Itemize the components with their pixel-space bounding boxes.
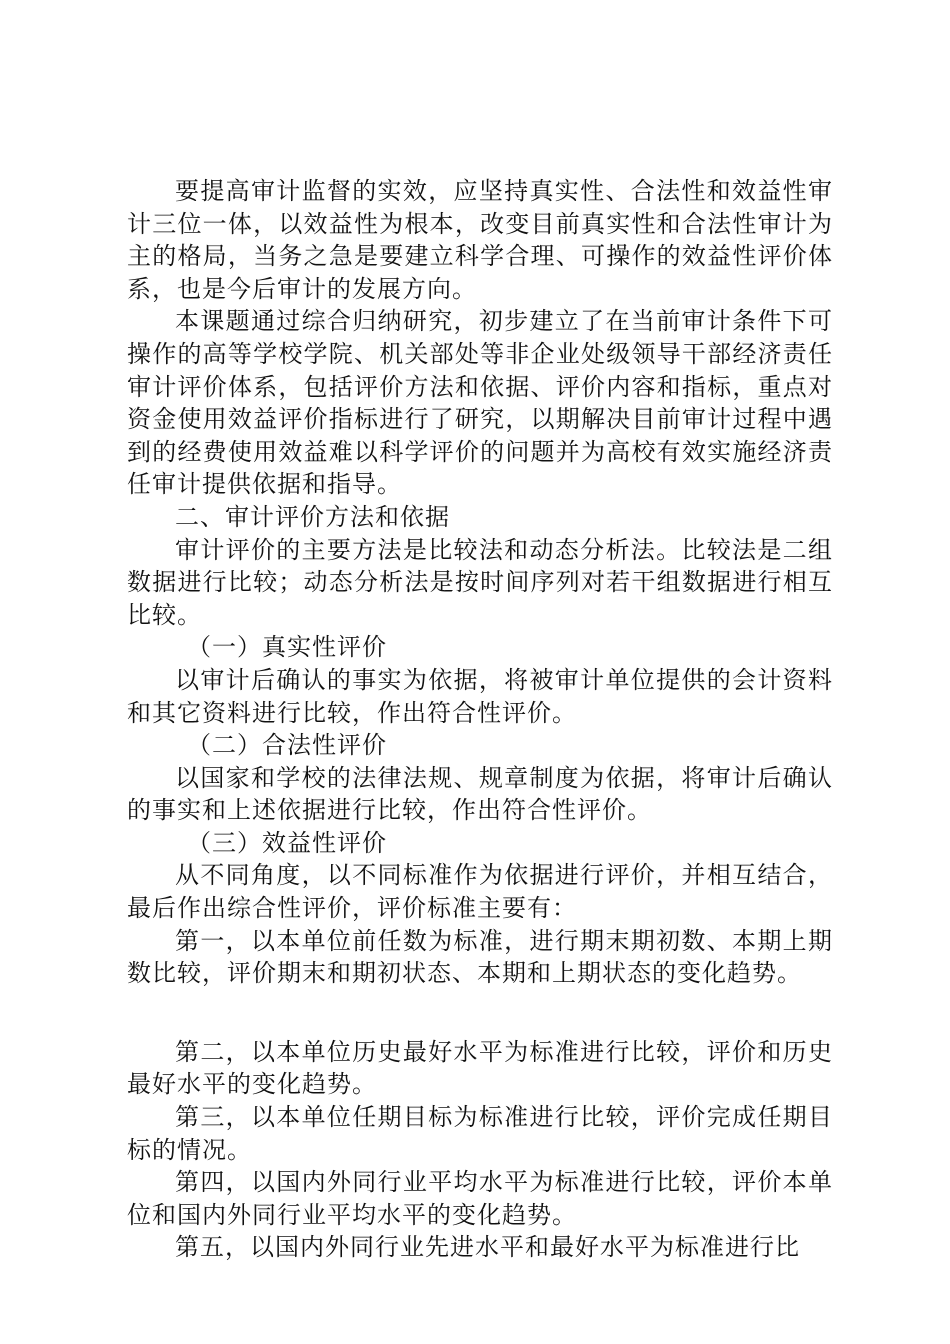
paragraph-research-summary: 本课题通过综合归纳研究，初步建立了在当前审计条件下可操作的高等学校学院、机关部处等非企业处级领导干部经济责任审计评价体系，包括评价方法和依据、评价内容和指标，重点对资金使用效益评价指标进行了研究，以期解决目前审计过程中遇到的经费使用效益难以科学评价的问题并为高校有效实施经济责任审计提供依据和指导。: [127, 307, 833, 499]
paragraph-legality: 以国家和学校的法律法规、规章制度为依据，将审计后确认的事实和上述依据进行比较，作出符合性评价。: [127, 763, 833, 825]
subheading-efficiency: （三）效益性评价: [187, 828, 387, 857]
paragraph-standard-second: 第二，以本单位历史最好水平为标准进行比较，评价和历史最好水平的变化趋势。: [127, 1037, 833, 1099]
paragraph-standard-fifth: 第五，以国内外同行业先进水平和最好水平为标准进行比: [175, 1233, 800, 1262]
blank-line: [127, 990, 833, 1036]
paragraph-authenticity: 以审计后确认的事实为依据，将被审计单位提供的会计资料和其它资料进行比较，作出符合性评价。: [127, 665, 833, 727]
paragraph-standard-first: 第一，以本单位前任数为标准，进行期末期初数、本期上期数比较，评价期末和期初状态、本期和上期状态的变化趋势。: [127, 926, 833, 988]
paragraph-efficiency-intro: 要提高审计监督的实效，应坚持真实性、合法性和效益性审计三位一体，以效益性为根本，改变目前真实性和合法性审计为主的格局，当务之急是要建立科学合理、可操作的效益性评价体系，也是今后审计的发展方向。: [127, 177, 833, 303]
paragraph-methods: 审计评价的主要方法是比较法和动态分析法。比较法是二组数据进行比较；动态分析法是按时间序列对若干组数据进行相互比较。: [127, 535, 833, 629]
subheading-authenticity: （一）真实性评价: [187, 633, 387, 662]
document-body: [127, 175, 833, 1264]
paragraph-standard-fourth: 第四，以国内外同行业平均水平为标准进行比较，评价本单位和国内外同行业平均水平的变化趋势。: [127, 1168, 833, 1229]
section-heading-methods: 二、审计评价方法和依据: [175, 502, 450, 531]
subheading-legality: （二）合法性评价: [187, 731, 387, 760]
paragraph-efficiency-standards: 从不同角度，以不同标准作为依据进行评价，并相互结合，最后作出综合性评价，评价标准主要有：: [127, 861, 833, 923]
paragraph-standard-third: 第三，以本单位任期目标为标准进行比较，评价完成任期目标的情况。: [127, 1103, 833, 1164]
